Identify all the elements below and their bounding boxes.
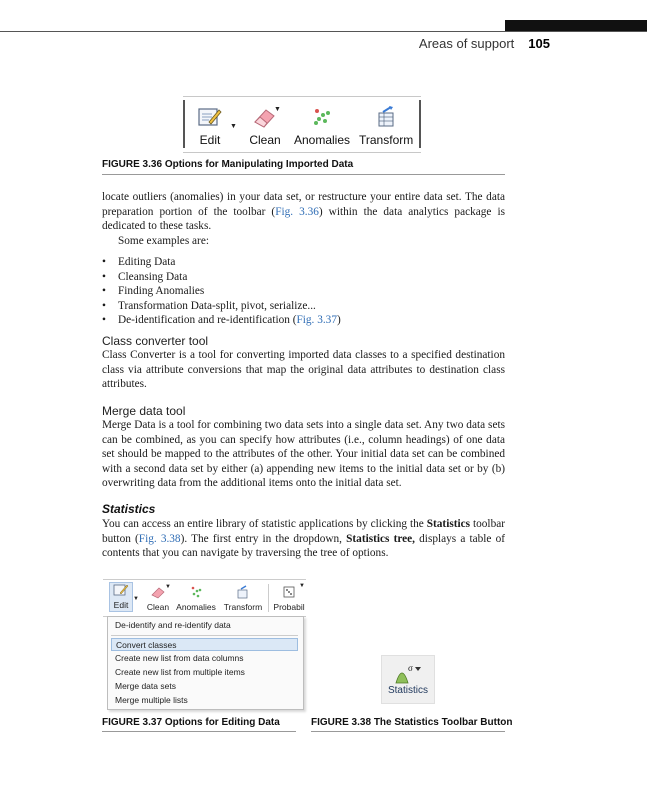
clean-dropdown-arrow[interactable]: ▼ [165, 584, 171, 590]
header-bar [505, 20, 647, 31]
caption-rule [311, 731, 505, 732]
text: Class Converter is a tool for converting imported data classes to a specified destination class via attribute conversions that map the original data attributes to destination class attributes. [102, 349, 505, 391]
tool-label: Transform [223, 602, 263, 612]
tool-label: Transform [359, 133, 414, 147]
anomalies-tool[interactable] [293, 105, 351, 147]
bold-term: Statistics [426, 518, 471, 530]
toolbar-separator [268, 584, 269, 612]
fig-3-38-link[interactable]: Fig. 3.38 [138, 532, 181, 545]
figure-3-37-caption [102, 717, 280, 728]
page-number: 105 [528, 36, 550, 51]
text: ) within the data analytics package is dedicated to these tasks. [102, 205, 505, 233]
figure-caption-text: Options for Manipulating Imported Data [164, 159, 354, 170]
edit-dropdown-menu [107, 616, 304, 710]
figure-label: FIGURE 3.36 [102, 159, 163, 170]
edit-dropdown-arrow[interactable]: ▼ [133, 596, 139, 602]
text: displays a table of contents that you can navigate by traversing the tree of options. [102, 532, 505, 560]
tool-label: Edit [199, 133, 221, 147]
text: Merge Data is a tool for combining two data sets into a single data set. Any two data sets can be combined, as you can specify how attributes (i.e., column headings) of one data set should be mapped to the attributes of the other. Your initial data set can be combined with a second data set by either (a) appending new items to the initial data set or by (b) overwriting data from the additional items onto the initial data set. [102, 419, 505, 490]
edit-icon [197, 105, 223, 129]
header-rule [0, 31, 647, 32]
paragraph-class-converter [102, 348, 505, 392]
figure-caption-text: The Statistics Toolbar Button [373, 717, 513, 728]
list-item: • Transformation Data-split, pivot, serialize... [102, 299, 505, 314]
statistics-label: Statistics [387, 685, 428, 696]
figure-3-36-caption [102, 159, 353, 170]
menu-separator [111, 635, 298, 636]
menu-item-selected[interactable]: Convert classes [111, 638, 298, 651]
figure-3-36-toolbar [183, 96, 421, 153]
text: ). The first entry in the dropdown, [180, 532, 347, 545]
edit-tool[interactable] [109, 582, 133, 612]
running-head: Areas of support [418, 36, 515, 51]
probability-tool[interactable] [271, 585, 307, 612]
eraser-icon [150, 585, 166, 599]
fig-3-37-link[interactable]: Fig. 3.37 [296, 314, 337, 327]
anomalies-tool[interactable] [174, 585, 218, 612]
list-item: • Editing Data [102, 255, 505, 270]
svg-text:σ: σ [408, 663, 413, 673]
tool-label: Clean [249, 133, 281, 147]
figure-3-38-caption [311, 717, 513, 728]
heading-merge-data: Merge data tool [102, 404, 186, 418]
figure-label: FIGURE 3.37 [102, 717, 163, 728]
menu-item[interactable]: Merge multiple lists [115, 695, 188, 705]
text: De-identification and re-identification ( [118, 314, 297, 327]
anomalies-icon [188, 585, 204, 599]
figure-3-37-screenshot [103, 579, 306, 712]
paragraph-intro [102, 190, 505, 248]
heading-class-converter: Class converter tool [102, 334, 209, 348]
bold-term: Statistics tree, [346, 532, 416, 545]
examples-list [102, 255, 505, 328]
paragraph-statistics [102, 517, 505, 561]
text: ) [336, 314, 341, 327]
examples-lead: Some examples are: [118, 234, 209, 247]
statistics-button[interactable] [381, 655, 435, 704]
tool-label: Anomalies [176, 602, 216, 612]
list-item: • Cleansing Data [102, 270, 505, 285]
paragraph-merge-data [102, 418, 505, 491]
menu-item[interactable]: De-identify and re-identify data [115, 620, 231, 630]
transform-icon [373, 105, 399, 129]
heading-statistics: Statistics [102, 502, 156, 516]
statistics-icon [393, 661, 423, 685]
text: You can access an entire library of statistic applications by clicking the [102, 518, 427, 530]
figure-label: FIGURE 3.38 [311, 717, 372, 728]
tool-label: Clean [146, 602, 170, 612]
tool-label: Anomalies [293, 133, 351, 147]
tool-label: Edit [113, 600, 129, 610]
caption-rule [102, 731, 296, 732]
transform-tool[interactable] [359, 105, 413, 147]
transform-tool[interactable] [221, 585, 265, 612]
fig-3-36-link[interactable]: Fig. 3.36 [275, 205, 319, 218]
menu-item[interactable]: Create new list from data columns [115, 653, 244, 663]
tool-label: Probabil [273, 602, 305, 612]
transform-icon [235, 585, 251, 599]
anomalies-icon [309, 105, 335, 129]
figure-caption-text: Options for Editing Data [164, 717, 280, 728]
clean-dropdown-arrow[interactable]: ▼ [274, 105, 281, 113]
probability-dropdown-arrow[interactable]: ▼ [299, 583, 305, 589]
text: toolbar button ( [102, 518, 505, 545]
edit-dropdown-arrow[interactable]: ▼ [230, 122, 237, 130]
menu-item[interactable]: Merge data sets [115, 681, 176, 691]
running-header [380, 36, 550, 51]
edit-icon [113, 583, 129, 597]
edit-tool[interactable] [195, 105, 225, 147]
mini-toolbar [103, 579, 306, 617]
list-item [102, 313, 505, 328]
text: locate outliers (anomalies) in your data set, or restructure your entire data set. The data preparation portion of the toolbar ( [102, 191, 505, 218]
menu-item[interactable]: Create new list from multiple items [115, 667, 245, 677]
caption-rule [102, 174, 505, 175]
dice-icon [281, 585, 297, 599]
list-item: • Finding Anomalies [102, 284, 505, 299]
